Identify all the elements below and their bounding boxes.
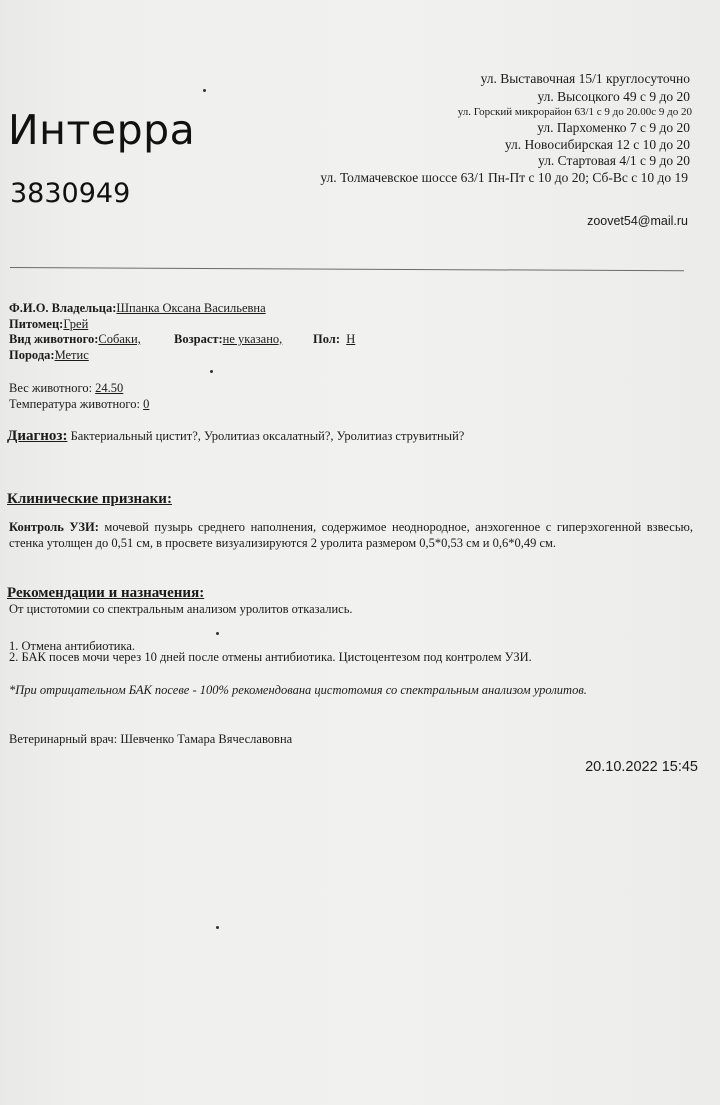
weight-label: Вес животного: — [9, 381, 96, 395]
breed-label: Порода: — [9, 348, 55, 362]
address-line: ул. Толмачевское шоссе 63/1 Пн-Пт с 10 до 20; Сб-Вс с 10 до 19 — [320, 170, 688, 185]
pet-row — [9, 317, 88, 332]
sex-value: Н — [346, 332, 356, 346]
weight-row — [9, 381, 123, 396]
ultrasound-text: мочевой пузырь среднего наполнения, содержимое неоднородное, анэхогенное с гиперэхогенной взвесью, стенка утолщен до 0,51 см, в просвете визуализируются 2 уролита размером 0,5*0,53 см и 0,6*0,49 см. — [9, 520, 693, 550]
recommendations-heading: Рекомендации и назначения: — [7, 585, 205, 601]
clinical-heading: Клинические признаки: — [7, 491, 172, 507]
diagnosis-text: Бактериальный цистит?, Уролитиаз оксалатный?, Уролитиаз струвитный? — [67, 429, 465, 443]
sex-label: Пол: — [313, 332, 340, 346]
owner-label: Ф.И.О. Владельца: — [9, 301, 117, 315]
owner-value: Шпанка Оксана Васильевна — [116, 301, 266, 315]
scan-speck — [216, 632, 219, 635]
sex-row — [313, 332, 355, 347]
document-datetime: 20.10.2022 15:45 — [585, 759, 698, 775]
scan-speck — [203, 89, 206, 92]
address-line: ул. Выставочная 15/1 круглосуточно — [480, 71, 690, 86]
address-line: ул. Стартовая 4/1 с 9 до 20 — [538, 153, 690, 168]
clinic-name: Интерра — [8, 106, 196, 154]
owner-row — [9, 301, 266, 316]
ultrasound-label: Контроль УЗИ: — [9, 520, 99, 534]
ultrasound-paragraph — [9, 519, 693, 551]
age-label: Возраст: — [174, 332, 223, 346]
species-label: Вид животного: — [9, 332, 99, 346]
recommendation-item: 2. БАК посев мочи через 10 дней после отмены антибиотика. Цистоцентезом под контролем УЗИ. — [9, 650, 532, 664]
scan-speck — [216, 926, 219, 929]
age-value: не указано, — [222, 332, 283, 346]
clinic-phone: 3830949 — [10, 178, 131, 209]
temperature-row — [9, 397, 149, 412]
age-row — [174, 332, 282, 347]
diagnosis-row — [7, 428, 464, 445]
doctor-name: Шевченко Тамара Вячеславовна — [120, 732, 293, 746]
temperature-label: Температура животного: — [9, 397, 144, 411]
doctor-label: Ветеринарный врач: — [9, 732, 121, 746]
recommendations-intro: От цистотомии со спектральным анализом уролитов отказались. — [9, 602, 353, 616]
pet-value: Грей — [63, 317, 89, 331]
breed-row — [9, 348, 89, 363]
weight-value: 24.50 — [95, 381, 124, 395]
diagnosis-label: Диагноз: — [7, 428, 68, 444]
recommendation-item: 1. Отмена антибиотика. — [9, 639, 136, 653]
species-value: Собаки, — [98, 332, 141, 346]
pet-label: Питомец: — [9, 317, 64, 331]
header-divider — [10, 267, 684, 271]
recommendation-note: *При отрицательном БАК посеве - 100% рекомендована цистотомия со спектральным анализом уролитов. — [9, 683, 587, 697]
address-line: ул. Горский микрорайон 63/1 с 9 до 20.00с 9 до 20 — [457, 106, 692, 118]
breed-value: Метис — [54, 348, 89, 362]
address-line: ул. Высоцкого 49 с 9 до 20 — [537, 89, 690, 104]
address-line: ул. Пархоменко 7 с 9 до 20 — [537, 120, 690, 135]
scan-speck — [210, 370, 213, 373]
address-line: ул. Новосибирская 12 с 10 до 20 — [504, 137, 690, 152]
doctor-row — [9, 732, 292, 747]
species-row — [9, 332, 141, 347]
temperature-value: 0 — [143, 397, 150, 411]
clinic-email: zoovet54@mail.ru — [587, 214, 688, 228]
